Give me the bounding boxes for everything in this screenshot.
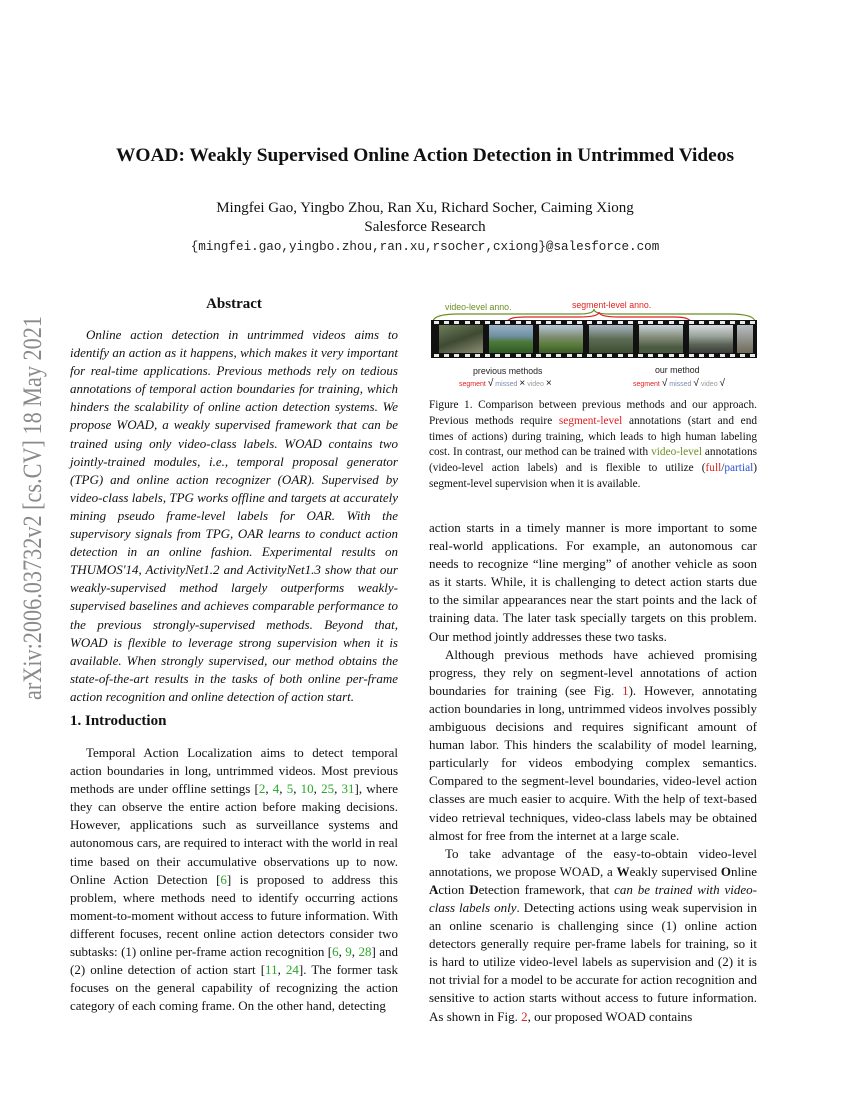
highlight-full: full xyxy=(705,462,722,475)
check-mark-icon: √ xyxy=(693,378,699,389)
citation-link[interactable]: 24 xyxy=(285,962,299,978)
film-perforation xyxy=(628,321,633,324)
film-perforation xyxy=(577,354,582,357)
paragraph: action starts in a timely manner is more important to some real-world applications. For example, an autonomous car needs to recognize “line merging” of another vehicle as soon as it starts. While, it is challenging to detect action starts due to the similar appearances near the start points and the lack of training data. The later task specially targets on this problem. Our method jointly addresses these two tasks. xyxy=(429,520,757,644)
video-frame xyxy=(737,325,753,353)
figure-1 xyxy=(429,298,759,393)
film-perforation xyxy=(730,321,735,324)
highlight-segment-level: segment-level xyxy=(558,414,623,427)
film-perforation xyxy=(607,321,612,324)
acronym-letter: D xyxy=(469,881,479,897)
film-perforation xyxy=(536,354,541,357)
text-run: . Detecting actions using weak supervision in an online scenario is challenging since (1) online action detectors generally require per-frame labels for training, so it is hard to utilize video-level labels as supervision and (2) it is not trivial for a model to be accurate for action recognition and sensitive to action starts without access to future information. As shown in Fig. xyxy=(429,899,757,1024)
film-perforation xyxy=(669,354,674,357)
text-run: etection framework, that xyxy=(478,881,615,897)
acronym-letter: W xyxy=(616,863,630,879)
legend-segment: segment xyxy=(459,381,486,388)
video-frame xyxy=(439,325,483,353)
video-frame xyxy=(589,325,633,353)
emphasis: can be trained with video-class labels only xyxy=(429,881,758,915)
figure-link[interactable]: 2 xyxy=(521,1008,528,1024)
film-perforation xyxy=(658,321,663,324)
video-frame xyxy=(489,325,533,353)
our-method-label: our method xyxy=(655,365,700,375)
segment-level-anno-label: segment-level anno. xyxy=(572,300,652,310)
film-perforation xyxy=(536,321,541,324)
text-run: , our proposed WOAD contains xyxy=(527,1008,693,1024)
text-run: nline xyxy=(730,863,757,879)
figure-link[interactable]: 1 xyxy=(622,682,629,698)
text-run: / xyxy=(721,462,725,475)
paper-title: WOAD: Weakly Supervised Online Action Detection in Untrimmed Videos xyxy=(116,145,734,166)
video-frame xyxy=(689,325,733,353)
film-perforation xyxy=(495,321,500,324)
text-run: To take advantage of the easy-to-obtain video-level annotations, we propose WOAD, a xyxy=(429,845,757,879)
text-run: ction xyxy=(438,881,470,897)
film-perforation xyxy=(556,321,561,324)
citation-link[interactable]: 2 xyxy=(258,781,266,797)
film-perforation xyxy=(679,321,684,324)
film-perforation xyxy=(587,354,592,357)
film-perforation xyxy=(699,354,704,357)
film-perforation xyxy=(750,354,755,357)
abstract-text: Online action detection in untrimmed videos aims to identify an action as it happens, which makes it very important for real-time applications. Previous methods rely on tedious annotations of temporal action boundaries for training, which hinders the scalability of online action detection systems. We propose WOAD, a weakly supervised framework that can be trained using only video-class labels. WOAD contains two jointly-trained modules, i.e., temporal proposal generator (TPG) and online action recognizer (OAR). Supervised by video-class labels, TPG works offline and targets at accurately mining pseudo frame-level labels for OAR. With the supervisory signals from TPG, OAR learns to conduct action detection in an online fashion. Experimental results on THUMOS'14, ActivityNet1.2 and ActivityNet1.3 show that our weakly-supervised method largely outperforms weakly-supervised baselines and achieves comparable performance to the previous strongly-supervised methods. Beyond that, WOAD is flexible to leverage strong supervision when it is available. When strongly supervised, our method obtains the state-of-the-art results in the tasks of both online per-frame action recognition and online detection of action start. xyxy=(70,327,398,704)
text-run: ) segment-level supervision when it is available. xyxy=(429,462,757,490)
citation-link[interactable]: 11 xyxy=(265,962,278,978)
citation-link[interactable]: 4 xyxy=(272,781,280,797)
film-perforation xyxy=(516,354,521,357)
text-run: annotations (start and end times of actions) during training, which leads to high human labeling cost. In contrast, our method can be trained with xyxy=(429,414,757,459)
film-perforation xyxy=(740,321,745,324)
film-perforation xyxy=(628,354,633,357)
check-mark-icon: √ xyxy=(661,378,668,389)
legend-segment: segment xyxy=(633,381,660,388)
film-perforation xyxy=(577,321,582,324)
film-perforation xyxy=(434,321,439,324)
film-perforation xyxy=(546,354,551,357)
paragraph xyxy=(429,845,757,1026)
film-perforation xyxy=(648,354,653,357)
citation-link[interactable]: 10 xyxy=(300,781,314,797)
film-perforation xyxy=(444,321,449,324)
film-perforation xyxy=(618,321,623,324)
highlight-partial: partial xyxy=(724,462,754,475)
affiliation: Salesforce Research xyxy=(364,219,486,235)
citation-link[interactable]: 28 xyxy=(358,944,372,960)
film-perforation xyxy=(618,354,623,357)
film-perforation xyxy=(597,354,602,357)
text-run: ]. The former task focuses on the general capability of recognizing the action category of each coming frame. On the other hand, detecting xyxy=(70,962,398,1014)
film-perforation xyxy=(720,321,725,324)
film-perforation xyxy=(475,321,480,324)
film-perforation xyxy=(658,354,663,357)
film-perforation xyxy=(689,321,694,324)
film-perforation xyxy=(454,354,459,357)
check-mark-icon: √ xyxy=(487,378,494,389)
citation-link[interactable]: 25 xyxy=(321,781,335,797)
film-perforation xyxy=(485,321,490,324)
film-perforation xyxy=(709,354,714,357)
film-perforation xyxy=(597,321,602,324)
video-frame xyxy=(639,325,683,353)
video-level-anno-label: video-level anno. xyxy=(445,302,512,312)
film-perforation xyxy=(699,321,704,324)
citation-link[interactable]: 5 xyxy=(286,781,294,797)
text-run: ). However, annotating action boundaries in long, untrimmed videos involves possibly ambiguous decisions and requires significant amount of human labor. This hinders the scalability of model learning, particularly for videos embodying complex semantics. Compared to the segment-level boundaries, video-level action classes are much easier to acquire. With the help of text-based video retrieval techniques, video-class labels may be obtained almost for free from the internet at a large scale. xyxy=(429,682,757,843)
prev-legend xyxy=(459,378,552,389)
legend-video: video xyxy=(527,381,544,388)
legend-missed: missed xyxy=(495,381,518,388)
film-perforation xyxy=(444,354,449,357)
citation-link[interactable]: 6 xyxy=(220,871,227,887)
text-run: eakly supervised xyxy=(629,863,721,879)
film-perforation xyxy=(567,354,572,357)
right-column-body xyxy=(429,519,757,1026)
film-perforation xyxy=(475,354,480,357)
film-perforation xyxy=(465,321,470,324)
text-run: Figure 1. Comparison between previous methods and our approach. Previous methods require xyxy=(429,399,757,427)
film-perforation xyxy=(607,354,612,357)
film-perforation xyxy=(730,354,735,357)
citation-link[interactable]: 9 xyxy=(345,944,352,960)
film-perforation xyxy=(648,321,653,324)
film-perforation xyxy=(669,321,674,324)
citation-link[interactable]: 6 xyxy=(332,944,339,960)
film-perforation xyxy=(454,321,459,324)
film-perforation xyxy=(679,354,684,357)
legend-video: video xyxy=(700,381,718,388)
video-frame xyxy=(539,325,583,353)
cross-mark-icon: × xyxy=(545,378,552,389)
text-run: ] is proposed to address this problem, where methods need to identify occurring actions moment-to-moment without access to future information. With different focuses, recent online action detectors consider two subtasks: (1) online per-frame action recognition [ xyxy=(70,871,398,960)
film-perforation xyxy=(587,321,592,324)
citation-link[interactable]: 31 xyxy=(341,781,355,797)
arxiv-stamp xyxy=(5,250,49,700)
film-perforation xyxy=(434,354,439,357)
legend-missed: missed xyxy=(669,381,692,388)
author-list: Mingfei Gao, Yingbo Zhou, Ran Xu, Richard Socher, Caiming Xiong xyxy=(216,200,634,216)
author-emails: {mingfei.gao,yingbo.zhou,ran.xu,rsocher,cxiong}@salesforce.com xyxy=(190,240,660,254)
figure-1-caption xyxy=(429,398,757,493)
text-run: Although previous methods have achieved promising progress, they rely on segment-level annotations of action boundaries for training (see Fig. xyxy=(429,646,757,698)
film-perforation xyxy=(495,354,500,357)
previous-methods-label: previous methods xyxy=(473,366,543,376)
text-run: annotations (video-level action labels) and is flexible to utilize ( xyxy=(429,446,757,475)
film-perforation xyxy=(505,321,510,324)
film-perforation xyxy=(720,354,725,357)
abstract-heading: Abstract xyxy=(206,296,262,312)
film-perforation xyxy=(689,354,694,357)
film-perforation xyxy=(526,321,531,324)
film-perforation xyxy=(638,321,643,324)
paragraph xyxy=(429,646,757,845)
film-perforation xyxy=(526,354,531,357)
film-perforation xyxy=(465,354,470,357)
highlight-video-level: video-level xyxy=(651,446,702,459)
film-perforation xyxy=(546,321,551,324)
film-perforation xyxy=(505,354,510,357)
film-perforation xyxy=(516,321,521,324)
film-perforation xyxy=(638,354,643,357)
check-mark-icon: √ xyxy=(719,378,726,389)
film-perforation xyxy=(740,354,745,357)
arxiv-stamp-text: arXiv:2006.03732v2 [cs.CV] 18 May 2021 xyxy=(18,250,47,700)
text-run: Temporal Action Localization aims to detect temporal action boundaries in long, untrimmed videos. Most previous methods are under offline settings [ xyxy=(70,745,398,797)
intro-heading: 1. Introduction xyxy=(70,713,167,729)
intro-paragraph: Temporal Action Localization aims to detect temporal action boundaries in long, untrimmed videos. Most previous methods are under offline settings [2, 4, 5, 10, 25, 31], where they can observe the entire action before making decisions. However, applications such as surveillance systems and autonomous cars, are required to interact with the world in real time based on their accumulative observations up to now. Online Action Detection [6] is proposed to address this problem, where methods need to identify occurring actions moment-to-moment without access to future information. With different focuses, recent online action detectors consider two subtasks: (1) online per-frame action recognition [6, 9, 28] and (2) online detection of action start [11, 24]. The former task focuses on the general capability of recognizing the action category of each coming frame. On the other hand, detecting xyxy=(70,745,399,1014)
text-run: ], where they can observe the entire action before making decisions. However, applications such as surveillance systems and autonomous cars, are required to interact with the world in real time based on their accumulative observations up to now. Online Action Detection [ xyxy=(70,781,399,887)
film-perforation xyxy=(709,321,714,324)
film-perforation xyxy=(485,354,490,357)
text-run: ] and (2) online detection of action start [ xyxy=(70,944,398,978)
acronym-letter: A xyxy=(429,881,439,897)
film-perforation xyxy=(750,321,755,324)
film-perforation xyxy=(567,321,572,324)
film-perforation xyxy=(556,354,561,357)
cross-mark-icon: × xyxy=(519,378,526,389)
video-filmstrip xyxy=(431,320,757,358)
our-legend xyxy=(633,378,725,389)
acronym-letter: O xyxy=(720,863,731,879)
arxiv-stamp-svg xyxy=(5,250,49,700)
